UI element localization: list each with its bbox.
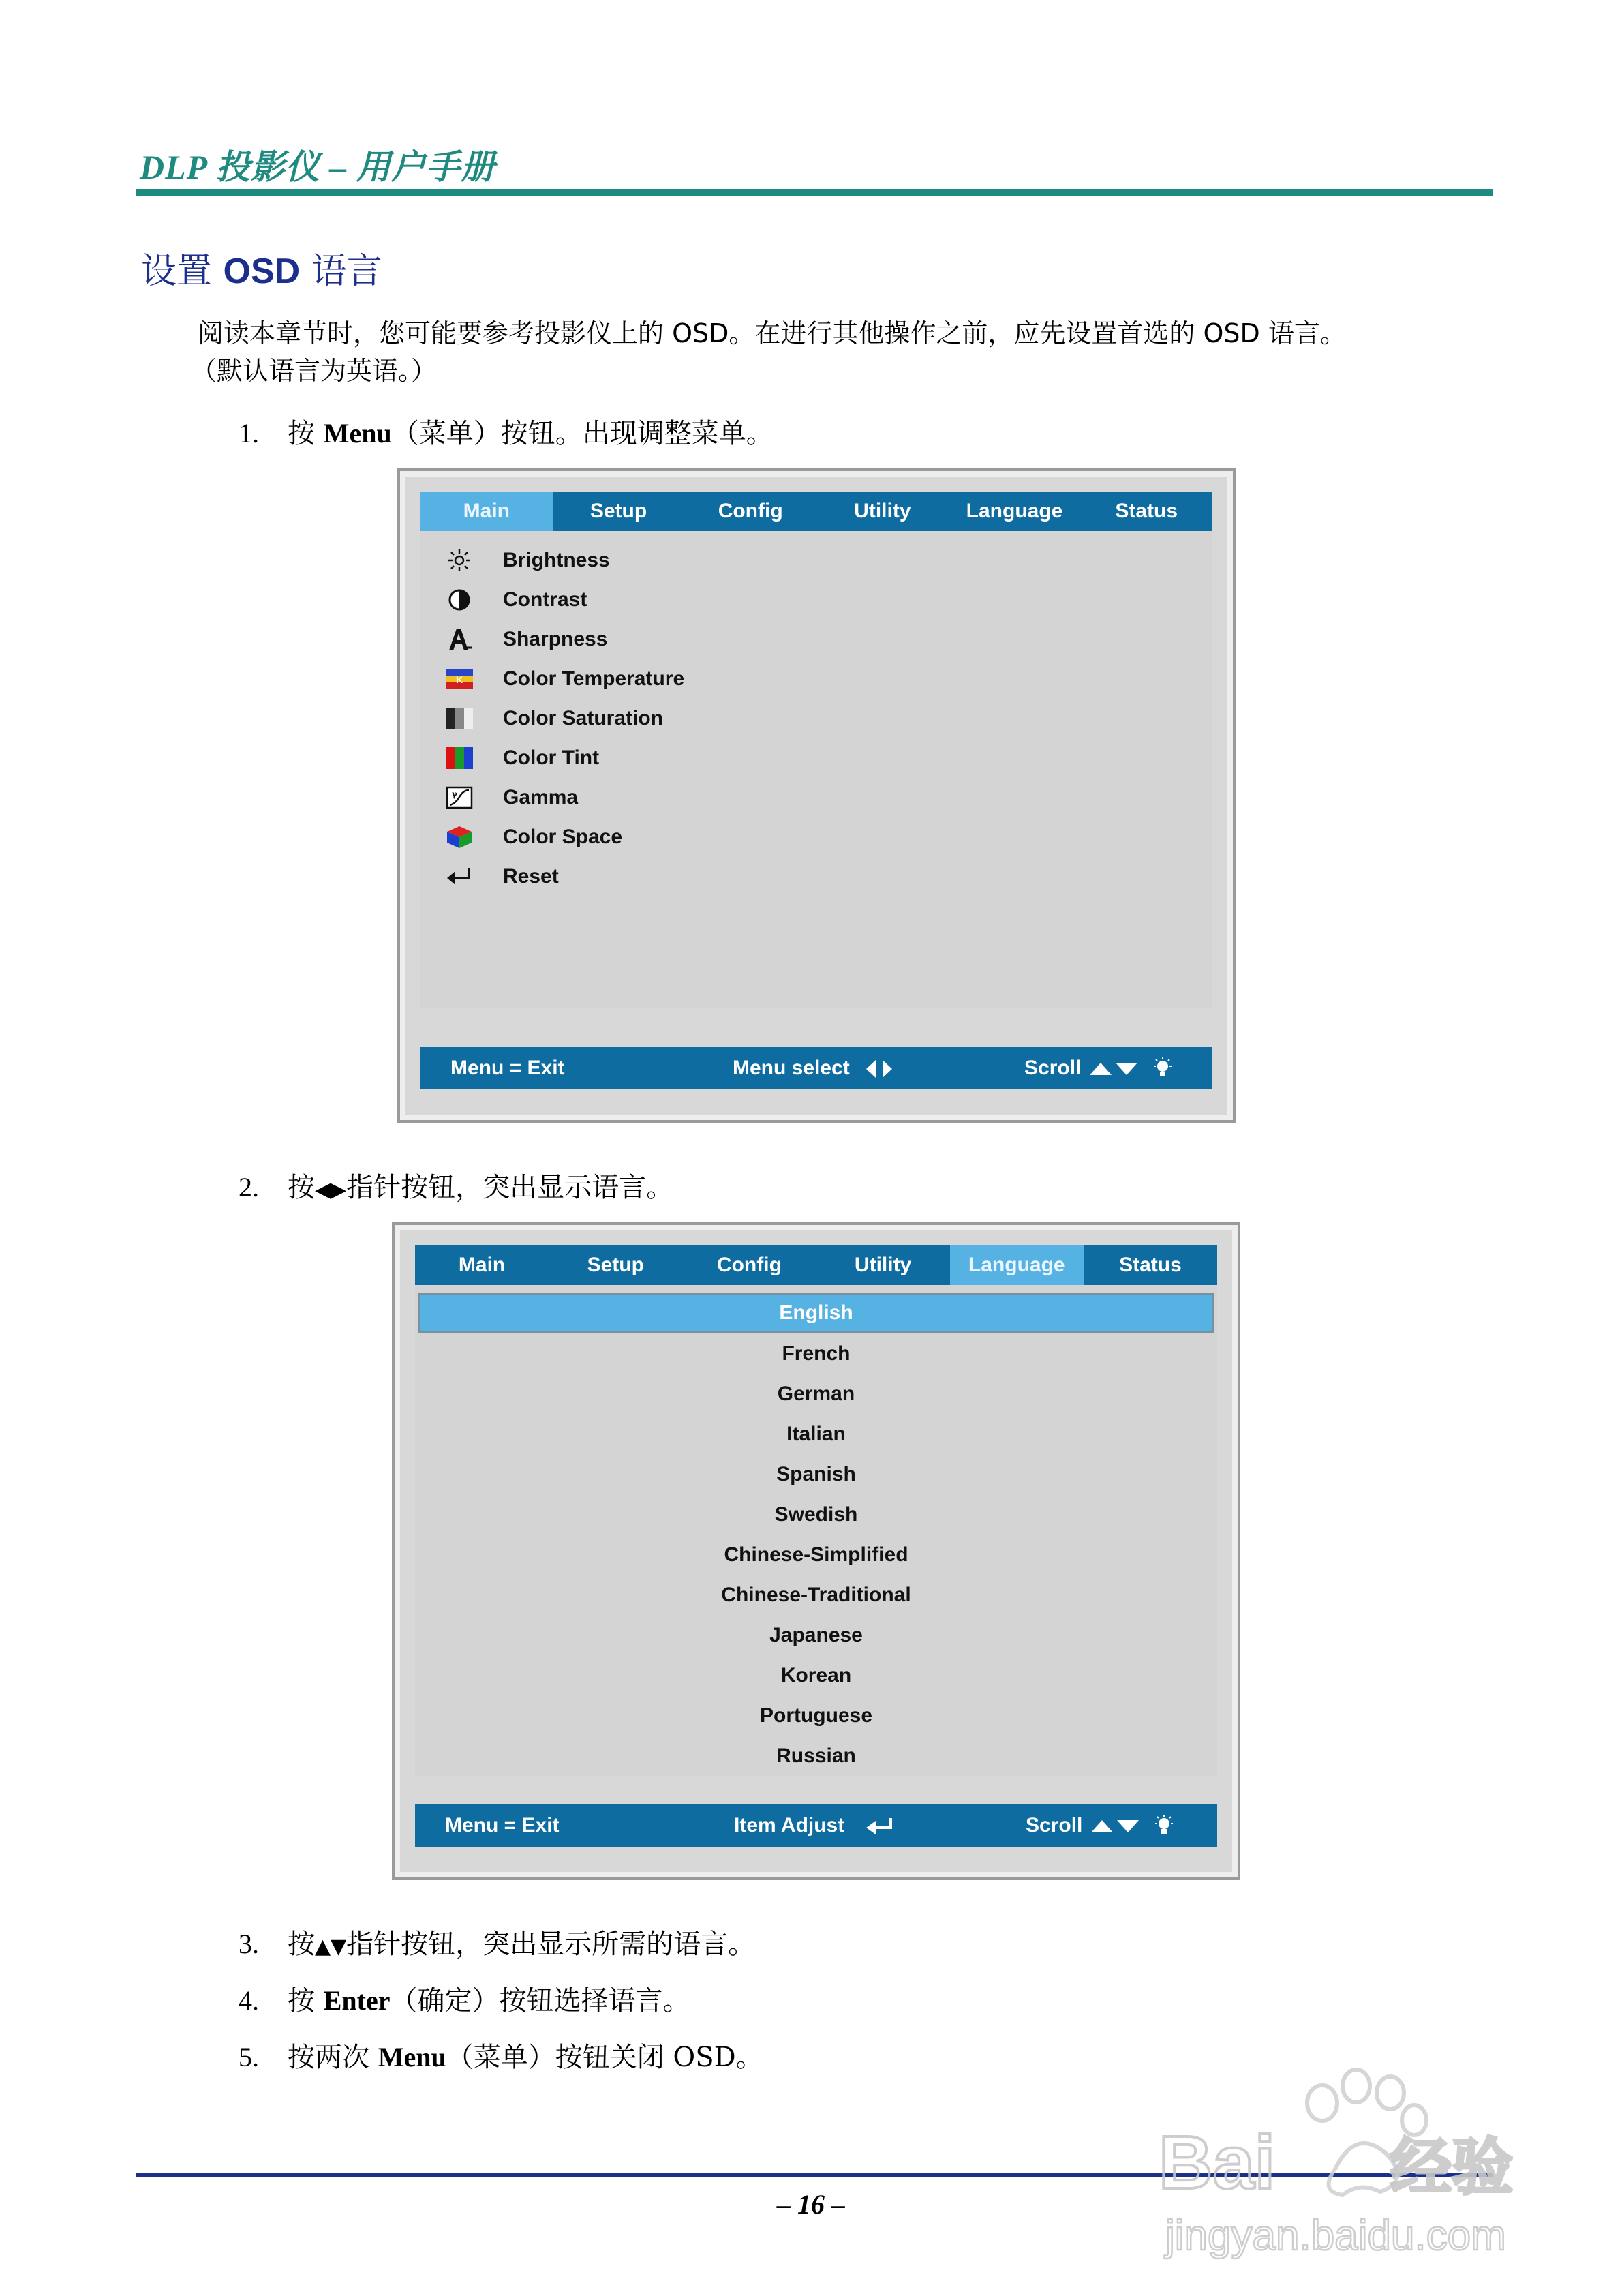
left-right-arrows-icon bbox=[863, 1047, 895, 1089]
lamp-icon bbox=[1152, 1047, 1173, 1089]
step-number: 4. bbox=[239, 1985, 259, 2016]
svg-text:K: K bbox=[455, 674, 463, 685]
step-number: 1. bbox=[239, 418, 259, 449]
footer-exit-hint: Menu = Exit bbox=[445, 1814, 560, 1837]
step-text: 指针按钮，突出显示语言。 bbox=[346, 1172, 674, 1203]
section-title-suffix: 语言 bbox=[311, 251, 382, 292]
tab-setup[interactable]: Setup bbox=[587, 1254, 644, 1276]
language-option-japanese[interactable]: Japanese bbox=[769, 1624, 863, 1646]
lamp-icon bbox=[1154, 1804, 1174, 1847]
svg-text:jingyan.baidu.com: jingyan.baidu.com bbox=[1165, 2212, 1506, 2259]
sun-icon bbox=[444, 547, 474, 574]
step-text: 按 bbox=[288, 1929, 315, 1960]
language-option-russian[interactable]: Russian bbox=[776, 1744, 856, 1767]
tab-utility[interactable]: Utility bbox=[854, 500, 911, 522]
intro-paragraph bbox=[191, 315, 1493, 390]
osd-main-body bbox=[420, 531, 1212, 1008]
osd-tab-bar bbox=[420, 492, 1212, 531]
menu-item-contrast[interactable] bbox=[444, 580, 587, 620]
step-1 bbox=[239, 412, 774, 451]
step-text: （菜单）按钮。出现调整菜单。 bbox=[391, 418, 774, 449]
step-4 bbox=[239, 1979, 690, 2018]
step-bold-term: Enter bbox=[323, 1985, 391, 2016]
tab-status[interactable]: Status bbox=[1115, 500, 1178, 522]
menu-item-color-space[interactable] bbox=[444, 817, 622, 857]
step-bold-term: Menu bbox=[323, 418, 392, 449]
footer-exit-hint: Menu = Exit bbox=[450, 1057, 565, 1079]
up-down-arrows-icon bbox=[1088, 1047, 1140, 1089]
language-option-chinese-traditional[interactable]: Chinese-Traditional bbox=[721, 1584, 911, 1606]
menu-item-label: Color Tint bbox=[503, 746, 600, 769]
language-option-spanish[interactable]: Spanish bbox=[776, 1463, 856, 1485]
tab-config[interactable]: Config bbox=[718, 500, 783, 522]
tab-main[interactable]: Main bbox=[420, 492, 553, 531]
up-down-arrows-icon: ▲▼ bbox=[315, 1935, 347, 1959]
color-tint-icon bbox=[444, 744, 474, 772]
language-option-swedish[interactable]: Swedish bbox=[774, 1503, 858, 1526]
osd-language-list bbox=[415, 1285, 1217, 1776]
menu-item-label: Sharpness bbox=[503, 628, 608, 650]
step-text: （确定）按钮选择语言。 bbox=[390, 1985, 690, 2016]
language-option-french[interactable]: French bbox=[782, 1342, 851, 1365]
osd-tab-bar bbox=[415, 1245, 1217, 1285]
header-rule bbox=[136, 189, 1493, 196]
osd-language-menu-screenshot bbox=[392, 1222, 1240, 1880]
color-saturation-icon bbox=[444, 705, 474, 732]
enter-arrow-icon bbox=[444, 863, 474, 890]
osd-footer-bar bbox=[420, 1047, 1212, 1089]
up-down-arrows-icon bbox=[1090, 1804, 1142, 1847]
contrast-icon bbox=[444, 586, 474, 614]
tab-status[interactable]: Status bbox=[1119, 1254, 1182, 1276]
footer-scroll-hint: Scroll bbox=[1026, 1814, 1083, 1837]
sharpness-icon bbox=[444, 626, 474, 653]
enter-arrow-icon bbox=[865, 1804, 895, 1847]
menu-item-reset[interactable] bbox=[444, 857, 559, 896]
svg-text:经验: 经验 bbox=[1390, 2132, 1513, 2203]
tab-language[interactable]: Language bbox=[950, 1245, 1084, 1285]
step-text: 指针按钮，突出显示所需的语言。 bbox=[346, 1929, 756, 1960]
tab-language[interactable]: Language bbox=[966, 500, 1063, 522]
menu-item-label: Gamma bbox=[503, 786, 579, 809]
baidu-jingyan-watermark bbox=[1152, 2052, 1533, 2263]
svg-text:Bai: Bai bbox=[1159, 2121, 1276, 2205]
menu-item-label: Reset bbox=[503, 865, 559, 888]
menu-item-label: Color Space bbox=[503, 826, 623, 848]
color-temperature-icon bbox=[444, 665, 474, 693]
gamma-icon bbox=[444, 784, 474, 811]
left-right-arrows-icon: ◀▶ bbox=[315, 1178, 347, 1202]
step-number: 5. bbox=[239, 2042, 259, 2072]
tab-setup[interactable]: Setup bbox=[590, 500, 647, 522]
step-text: 按 bbox=[288, 418, 324, 449]
step-number: 2. bbox=[239, 1172, 259, 1203]
color-space-icon bbox=[444, 824, 474, 851]
menu-item-color-temperature[interactable] bbox=[444, 659, 684, 699]
osd-main-menu-screenshot bbox=[397, 468, 1236, 1123]
step-bold-term: Menu bbox=[378, 2042, 446, 2072]
step-5 bbox=[239, 2036, 763, 2074]
tab-main[interactable]: Main bbox=[458, 1254, 506, 1276]
step-3 bbox=[239, 1922, 755, 1961]
footer-scroll-hint: Scroll bbox=[1024, 1057, 1082, 1079]
section-title-prefix: 设置 bbox=[141, 251, 213, 292]
step-number: 3. bbox=[239, 1929, 259, 1959]
footer-item-adjust-hint: Item Adjust bbox=[734, 1814, 845, 1837]
step-text: 按 bbox=[288, 1985, 324, 2016]
intro-line-2: （默认语言为英语。） bbox=[191, 356, 438, 386]
step-text: （菜单）按钮关闭 OSD。 bbox=[446, 2042, 763, 2073]
step-text: 按两次 bbox=[288, 2042, 378, 2073]
language-option-german[interactable]: German bbox=[777, 1383, 855, 1405]
menu-item-label: Contrast bbox=[503, 588, 587, 611]
menu-item-sharpness[interactable] bbox=[444, 620, 607, 659]
language-option-italian[interactable]: Italian bbox=[786, 1423, 846, 1445]
page-number: – 16 – bbox=[777, 2189, 845, 2220]
step-2 bbox=[239, 1166, 673, 1205]
intro-line-1: 阅读本章节时，您可能要参考投影仪上的 OSD。在进行其他操作之前，应先设置首选的 OSD 语言。 bbox=[198, 318, 1346, 348]
osd-footer-bar bbox=[415, 1804, 1217, 1847]
menu-item-gamma[interactable] bbox=[444, 778, 578, 817]
language-option-portuguese[interactable]: Portuguese bbox=[759, 1704, 873, 1727]
menu-item-label: Color Saturation bbox=[503, 707, 664, 729]
menu-item-label: Color Temperature bbox=[503, 667, 685, 690]
svg-text:γ: γ bbox=[452, 789, 457, 799]
language-option-korean[interactable]: Korean bbox=[780, 1664, 852, 1687]
menu-item-brightness[interactable] bbox=[444, 541, 610, 580]
language-option-english[interactable]: English bbox=[418, 1293, 1214, 1333]
section-title-bold: OSD bbox=[223, 252, 301, 291]
tab-config[interactable]: Config bbox=[716, 1254, 782, 1276]
menu-item-color-tint[interactable] bbox=[444, 738, 599, 778]
menu-item-label: Brightness bbox=[503, 549, 610, 571]
document-header-title: DLP 投影仪 – 用户手册 bbox=[140, 148, 495, 186]
section-title bbox=[141, 242, 382, 293]
menu-item-color-saturation[interactable] bbox=[444, 699, 663, 738]
language-option-chinese-simplified[interactable]: Chinese-Simplified bbox=[724, 1543, 908, 1566]
footer-menu-select-hint: Menu select bbox=[733, 1057, 850, 1079]
step-text: 按 bbox=[288, 1172, 315, 1203]
tab-utility[interactable]: Utility bbox=[854, 1254, 912, 1276]
